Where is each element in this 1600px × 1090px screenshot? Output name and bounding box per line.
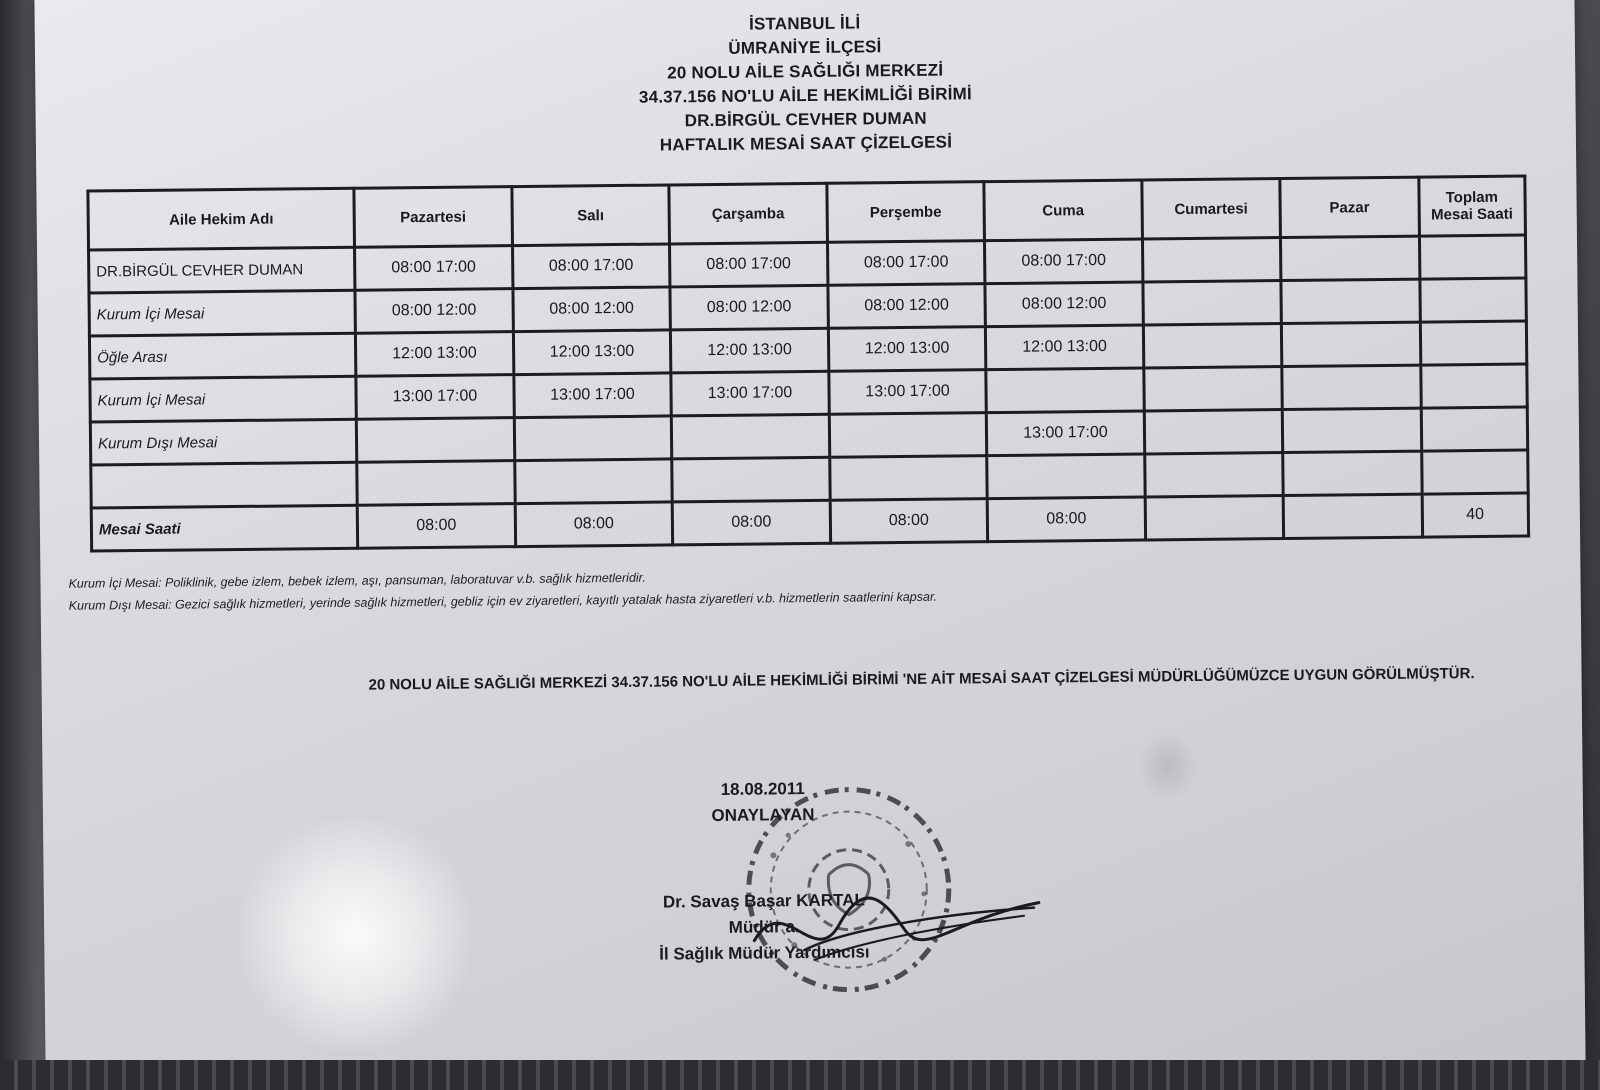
- header-line-title: HAFTALIK MESAİ SAAT ÇİZELGESİ: [659, 132, 953, 155]
- table-cell: 08:00 17:00: [512, 244, 670, 289]
- schedule-table: [86, 174, 1530, 552]
- footnotes: [68, 564, 937, 617]
- table-cell: 13:00 17:00: [356, 375, 514, 420]
- table-cell: [1419, 235, 1526, 279]
- signer-title-2: İl Sağlık Müdür Yardımcısı: [659, 942, 870, 964]
- total-row-label: Mesai Saati: [91, 505, 358, 551]
- header-line-center: 20 NOLU AİLE SAĞLIĞI MERKEZİ: [667, 60, 944, 83]
- table-cell: [672, 457, 830, 502]
- table-cell: [1143, 324, 1282, 368]
- table-cell: [1142, 238, 1281, 282]
- footnote-internal: Kurum İçi Mesai: Poliklinik, gebe izlem, bebek izlem, aşı, pansuman, laboratuvar v.b. sağlık hizmetleridir.: [68, 570, 646, 591]
- table-cell: [1282, 365, 1421, 409]
- header-cell-tuesday: Salı: [512, 185, 670, 246]
- table-cell: 12:00 13:00: [671, 328, 829, 373]
- table-cell: [829, 456, 987, 501]
- table-cell: [1282, 322, 1421, 366]
- table-cell: [1144, 453, 1283, 497]
- table-cell: [357, 461, 515, 506]
- header-line-doctor: DR.BİRGÜL CEVHER DUMAN: [684, 108, 927, 131]
- approval-date: 18.08.2011: [720, 779, 805, 799]
- table-cell: 12:00 13:00: [513, 330, 671, 375]
- table-cell: [1421, 450, 1528, 494]
- table-cell: [987, 454, 1145, 499]
- row-label: [91, 462, 358, 508]
- signer-name: Dr. Savaş Başar KARTAL: [662, 890, 865, 912]
- table-cell: 08:00 17:00: [670, 242, 828, 287]
- header-cell-friday: Cuma: [984, 180, 1142, 241]
- table-cell: [1419, 278, 1526, 322]
- bottom-frame-strip: [0, 1060, 1600, 1090]
- approval-statement: 20 NOLU AİLE SAĞLIĞI MERKEZİ 34.37.156 NO'LU AİLE HEKİMLİĞİ BİRİMİ 'NE AİT MESAİ SAAT ÇİZELGESİ MÜDÜRLÜĞÜMÜZCE UYGUN GÖRÜLMÜŞTÜR.: [368, 665, 1475, 694]
- signer-title-1: Müdür a.: [728, 917, 800, 937]
- table-cell: [514, 459, 672, 504]
- table-cell: [1281, 279, 1420, 323]
- table-cell: [514, 416, 672, 461]
- total-cell: [1145, 496, 1284, 540]
- header-cell-total: Toplam Mesai Saati: [1418, 176, 1525, 236]
- table-cell: 13:00 17:00: [513, 373, 671, 418]
- table-cell: 08:00 12:00: [670, 285, 828, 330]
- row-label: Kurum İçi Mesai: [90, 376, 357, 422]
- table-cell: 08:00 12:00: [355, 289, 513, 334]
- table-cell: [829, 413, 987, 458]
- table-cell: 08:00 17:00: [355, 246, 513, 291]
- footnote-external: Kurum Dışı Mesai: Gezici sağlık hizmetleri, yerinde sağlık hizmetleri, gebliz için ev ziyaretleri, kayıtlı yatalak hasta ziyaretleri v.b. hizmetlerin saatlerini kapsar.: [68, 589, 938, 613]
- header-cell-saturday: Cumartesi: [1142, 179, 1281, 239]
- table-cell: [1282, 408, 1421, 452]
- document-sheet: [34, 0, 1585, 1078]
- table-cell: 13:00 17:00: [671, 371, 829, 416]
- row-label: Kurum İçi Mesai: [89, 290, 356, 336]
- table-cell: 08:00 12:00: [985, 282, 1143, 327]
- table-cell: [1420, 364, 1527, 408]
- total-cell: [1283, 494, 1422, 538]
- table-cell: 08:00 17:00: [827, 241, 985, 286]
- total-cell: 08:00: [515, 502, 673, 547]
- total-hours-cell: 40: [1422, 493, 1529, 537]
- table-cell: [1421, 407, 1528, 451]
- table-cell: 12:00 13:00: [828, 327, 986, 372]
- table-cell: 13:00 17:00: [987, 411, 1145, 456]
- header-cell-sunday: Pazar: [1280, 177, 1419, 237]
- total-cell: 08:00: [357, 504, 515, 549]
- total-cell: 08:00: [987, 497, 1145, 542]
- total-cell: 08:00: [830, 499, 988, 544]
- header-line-unit: 34.37.156 NO'LU AİLE HEKİMLİĞİ BİRİMİ: [638, 84, 973, 107]
- document-header: [35, 4, 1576, 164]
- table-cell: [1144, 410, 1283, 454]
- table-cell: 08:00 12:00: [828, 284, 986, 329]
- table-cell: [1283, 451, 1422, 495]
- smudge-mark: [1137, 731, 1198, 802]
- total-cell: 08:00: [672, 500, 830, 545]
- header-cell-thursday: Perşembe: [827, 182, 985, 243]
- header-line-province: İSTANBUL İLİ: [748, 13, 861, 34]
- table-cell: [1281, 236, 1420, 280]
- table-cell: 08:00 17:00: [985, 239, 1143, 284]
- table-cell: 12:00 13:00: [986, 325, 1144, 370]
- header-cell-wednesday: Çarşamba: [669, 183, 827, 244]
- approver-role: ONAYLAYAN: [711, 804, 815, 826]
- row-label: Öğle Arası: [89, 333, 356, 379]
- header-cell-name: Aile Hekim Adı: [88, 188, 355, 250]
- header-line-district: ÜMRANİYE İLÇESİ: [728, 37, 882, 58]
- header-cell-monday: Pazartesi: [354, 187, 512, 248]
- table-cell: [1420, 321, 1527, 365]
- table-cell: [986, 368, 1144, 413]
- table-cell: 08:00 12:00: [513, 287, 671, 332]
- table-cell: [356, 418, 514, 463]
- row-label: DR.BİRGÜL CEVHER DUMAN: [89, 247, 356, 293]
- table-cell: 13:00 17:00: [829, 370, 987, 415]
- handwritten-signature: [744, 868, 1045, 981]
- table-cell: 12:00 13:00: [356, 332, 514, 377]
- table-cell: [1144, 367, 1283, 411]
- table-cell: [1143, 281, 1282, 325]
- row-label: Kurum Dışı Mesai: [90, 419, 357, 465]
- table-cell: [671, 414, 829, 459]
